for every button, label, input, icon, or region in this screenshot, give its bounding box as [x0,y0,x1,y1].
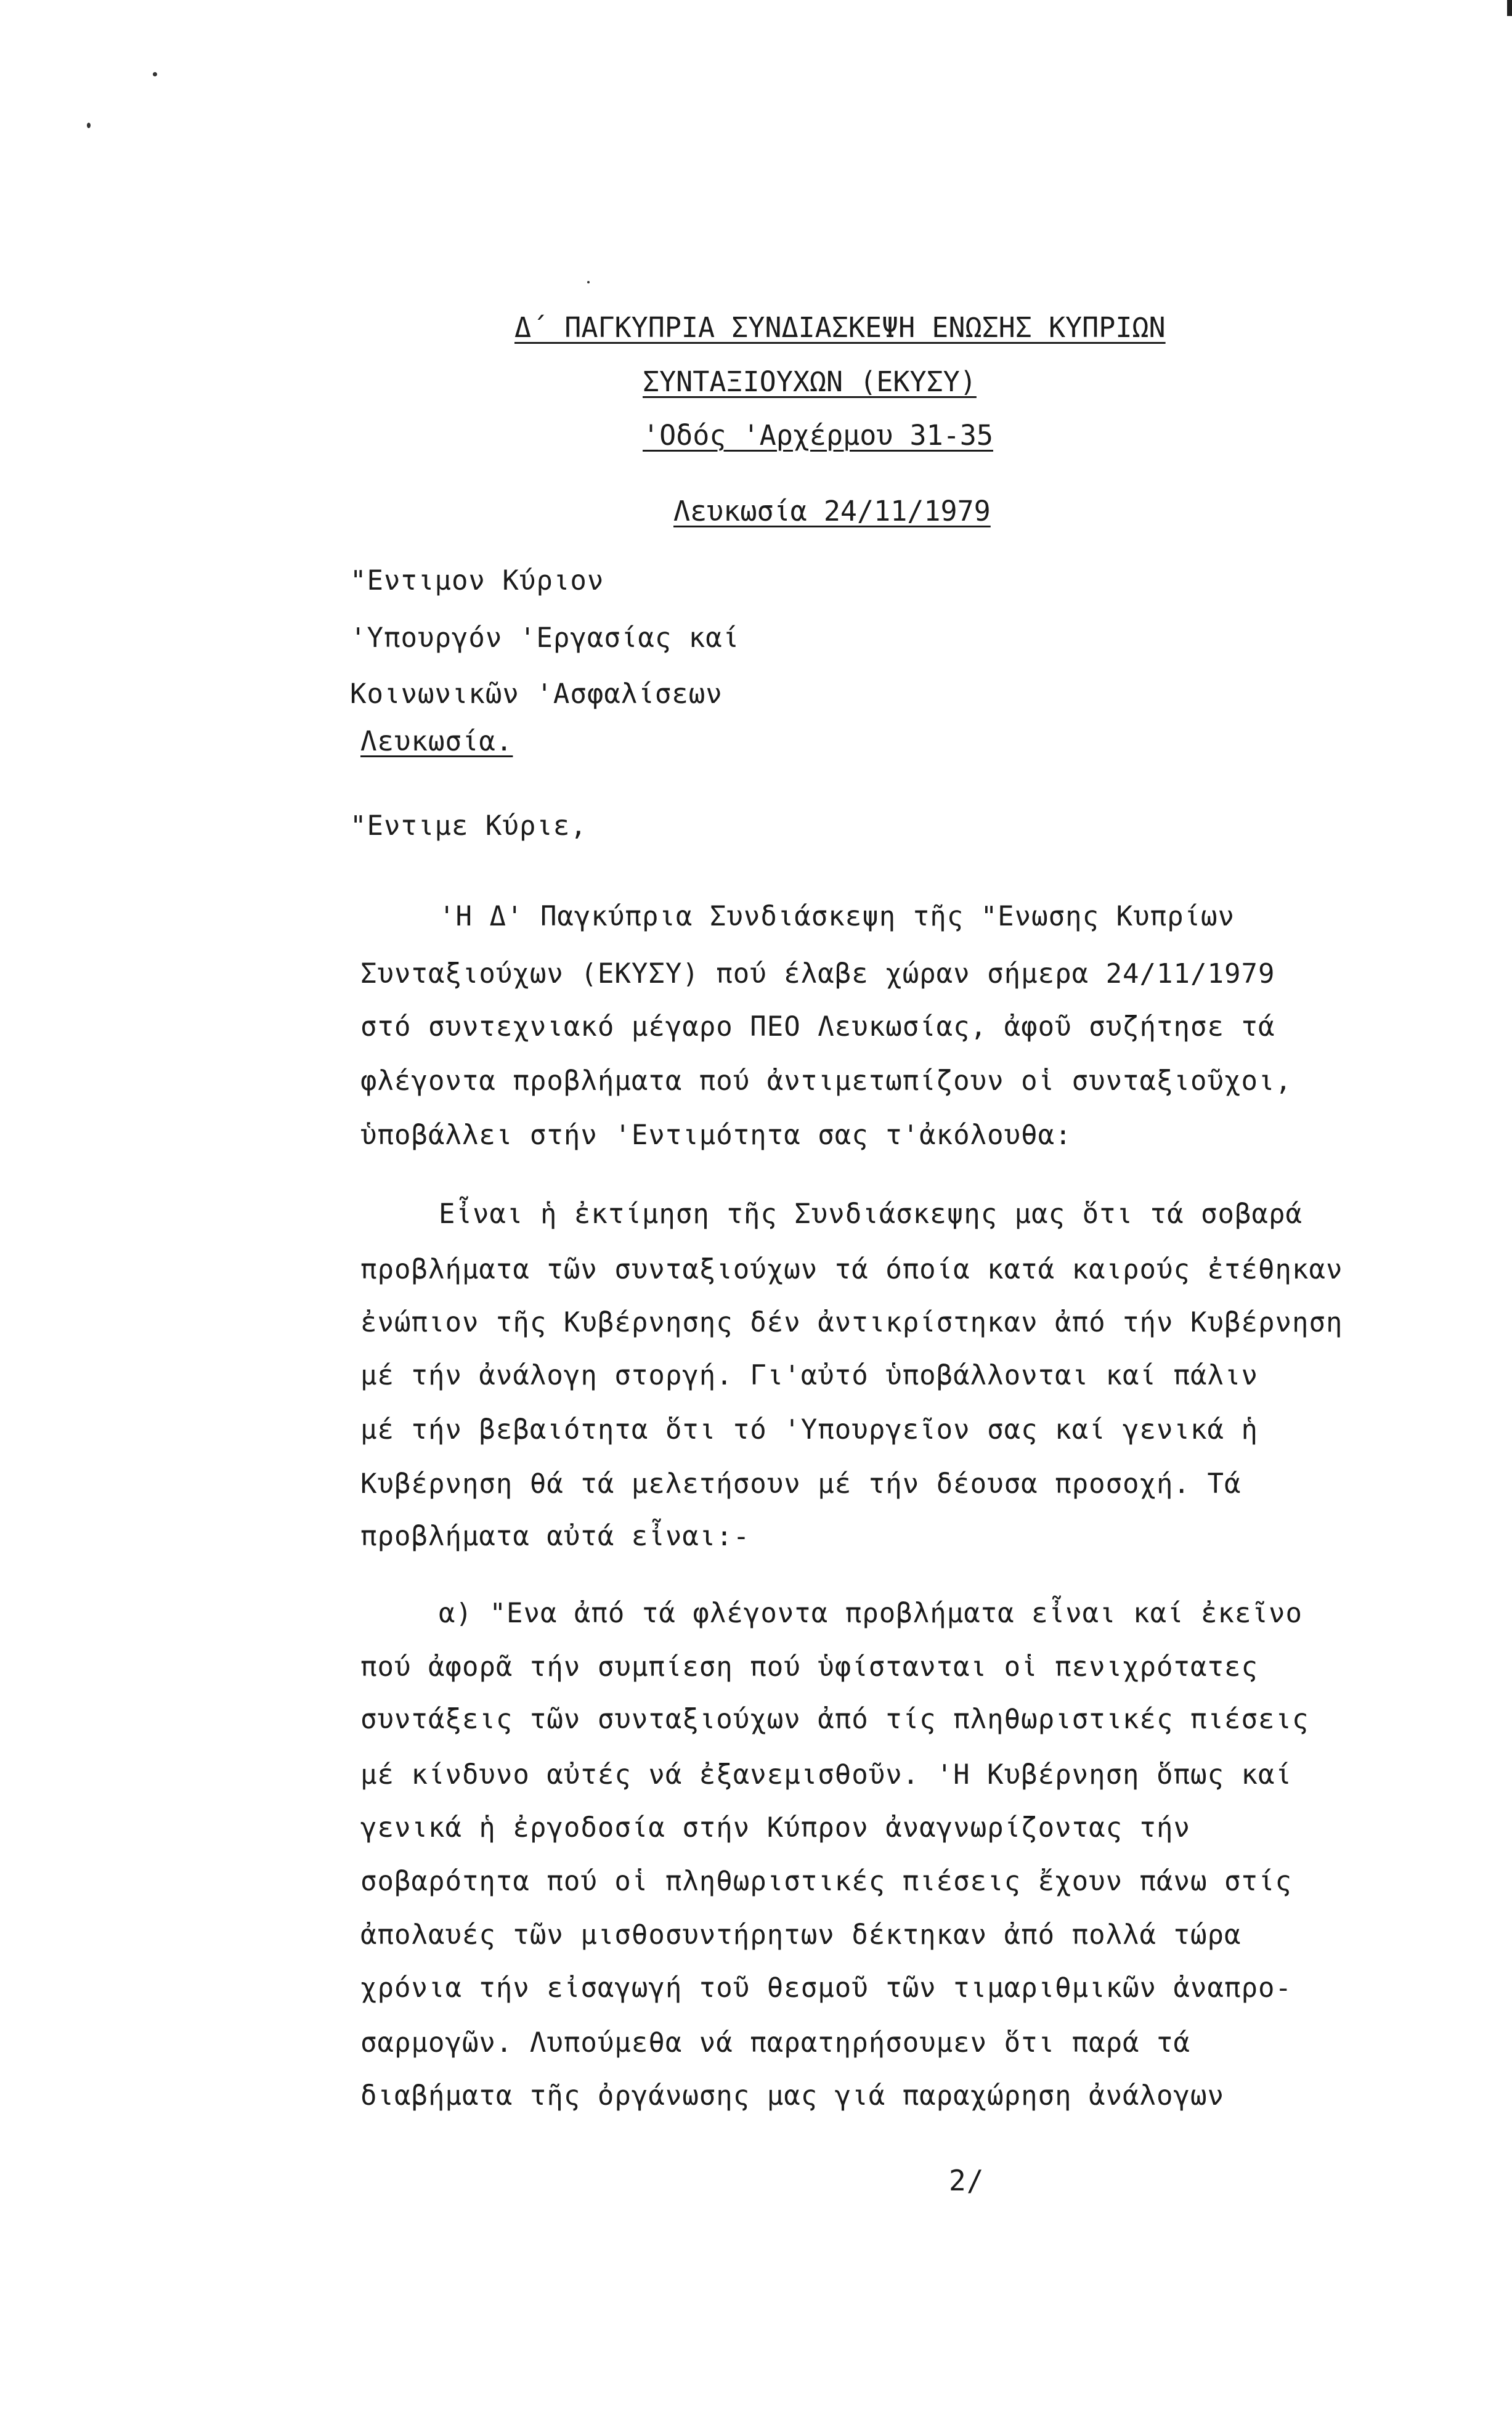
paragraph-2-line: προβλήματα αὐτά εἶναι:- [360,1521,750,1552]
scan-mark [1507,0,1512,16]
salutation: "Εντιμε Κύριε, [350,810,587,842]
paragraph-1-line: στό συντεχνιακό μέγαρο ΠΕΟ Λευκωσίας, ἀφοῦ συζήτησε τά [360,1011,1275,1043]
scan-speck [587,281,590,283]
paragraph-3-line: σοβαρότητα πού οἱ πληθωριστικές πιέσεις ἔχουν πάνω στίς [360,1866,1292,1897]
paragraph-2-line: μέ τήν βεβαιότητα ὅτι τό 'Υπουργεῖον σας καί γενικά ἡ [360,1414,1258,1445]
header-title-line1: Δ´ ΠΑΓΚΥΠΡΙΑ ΣΥΝΔΙΑΣΚΕΨΗ ΕΝΩΣΗΣ ΚΥΠΡΙΩΝ [514,311,1166,344]
header-address: 'Οδός 'Αρχέρμου 31-35 [643,419,993,452]
recipient-line2: 'Υπουργόν 'Εργασίας καί [350,622,740,654]
paragraph-3-line: ἀπολαυές τῶν μισθοσυντήρητων δέκτηκαν ἀπό πολλά τώρα [360,1919,1242,1951]
paragraph-3-line: πού ἀφορᾶ τήν συμπίεση πού ὑφίστανται οἱ πενιχρότατες [360,1651,1258,1683]
paragraph-2-line: Κυβέρνηση θά τά μελετήσουν μέ τήν δέουσα προσοχή. Τά [360,1468,1242,1500]
scan-speck [87,123,91,128]
paragraph-3-line: χρόνια τήν εἰσαγωγή τοῦ θεσμοῦ τῶν τιμαριθμικῶν ἀναπρο- [360,1972,1292,2004]
paragraph-2-line: προβλήματα τῶν συνταξιούχων τά όποία κατά καιρούς ἐτέθηκαν [360,1254,1343,1285]
header-date: Λευκωσία 24/11/1979 [673,495,991,527]
scan-speck [153,72,157,76]
paragraph-3-line: σαρμογῶν. Λυπούμεθα νά παρατηρήσουμεν ὅτι παρά τά [360,2027,1191,2059]
recipient-line3: Κοινωνικῶν 'Ασφαλίσεων [350,678,723,710]
page-continuation-marker: 2/ [949,2164,985,2197]
recipient-line1: "Εντιμον Κύριον [350,565,604,596]
paragraph-3-line: γενικά ἡ ἐργοδοσία στήν Κύπρον ἀναγνωρίζοντας τήν [360,1812,1191,1844]
paragraph-1-line: 'Η Δ' Παγκύπρια Συνδιάσκεψη τῆς "Ενωσης Κυπρίων [439,901,1235,932]
paragraph-1-line: Συνταξιούχων (ΕΚΥΣΥ) πού έλαβε χώραν σήμερα 24/11/1979 [360,958,1275,990]
recipient-city: Λευκωσία. [360,726,513,757]
paragraph-2-line: ἐνώπιον τῆς Κυβέρνησης δέν ἀντικρίστηκαν ἀπό τήν Κυβέρνηση [360,1307,1343,1338]
paragraph-1-line: ὑποβάλλει στήν 'Εντιμότητα σας τ'ἀκόλουθα: [360,1120,1072,1151]
paragraph-3-line: συντάξεις τῶν συνταξιούχων ἀπό τίς πληθωριστικές πιέσεις [360,1704,1309,1735]
paragraph-3-line: μέ κίνδυνο αὐτές νά ἐξανεμισθοῦν. 'Η Κυβέρνηση ὅπως καί [360,1759,1292,1791]
paragraph-1-line: φλέγοντα προβλήματα πού ἀντιμετωπίζουν οἱ συνταξιοῦχοι, [360,1065,1292,1097]
paragraph-3-line: διαβήματα τῆς ὀργάνωσης μας γιά παραχώρηση ἀνάλογων [360,2080,1225,2112]
paragraph-2-line: μέ τήν ἀνάλογη στοργή. Γι'αὐτό ὑποβάλλονται καί πάλιν [360,1360,1258,1391]
paragraph-3-line: α) "Ενα ἀπό τά φλέγοντα προβλήματα εἶναι καί ἐκεῖνο [439,1598,1303,1629]
paragraph-2-line: Εἶναι ἡ ἐκτίμηση τῆς Συνδιάσκεψης μας ὅτι τά σοβαρά [439,1198,1303,1230]
header-title-line2: ΣΥΝΤΑΞΙΟΥΧΩΝ (ΕΚΥΣΥ) [643,365,977,398]
